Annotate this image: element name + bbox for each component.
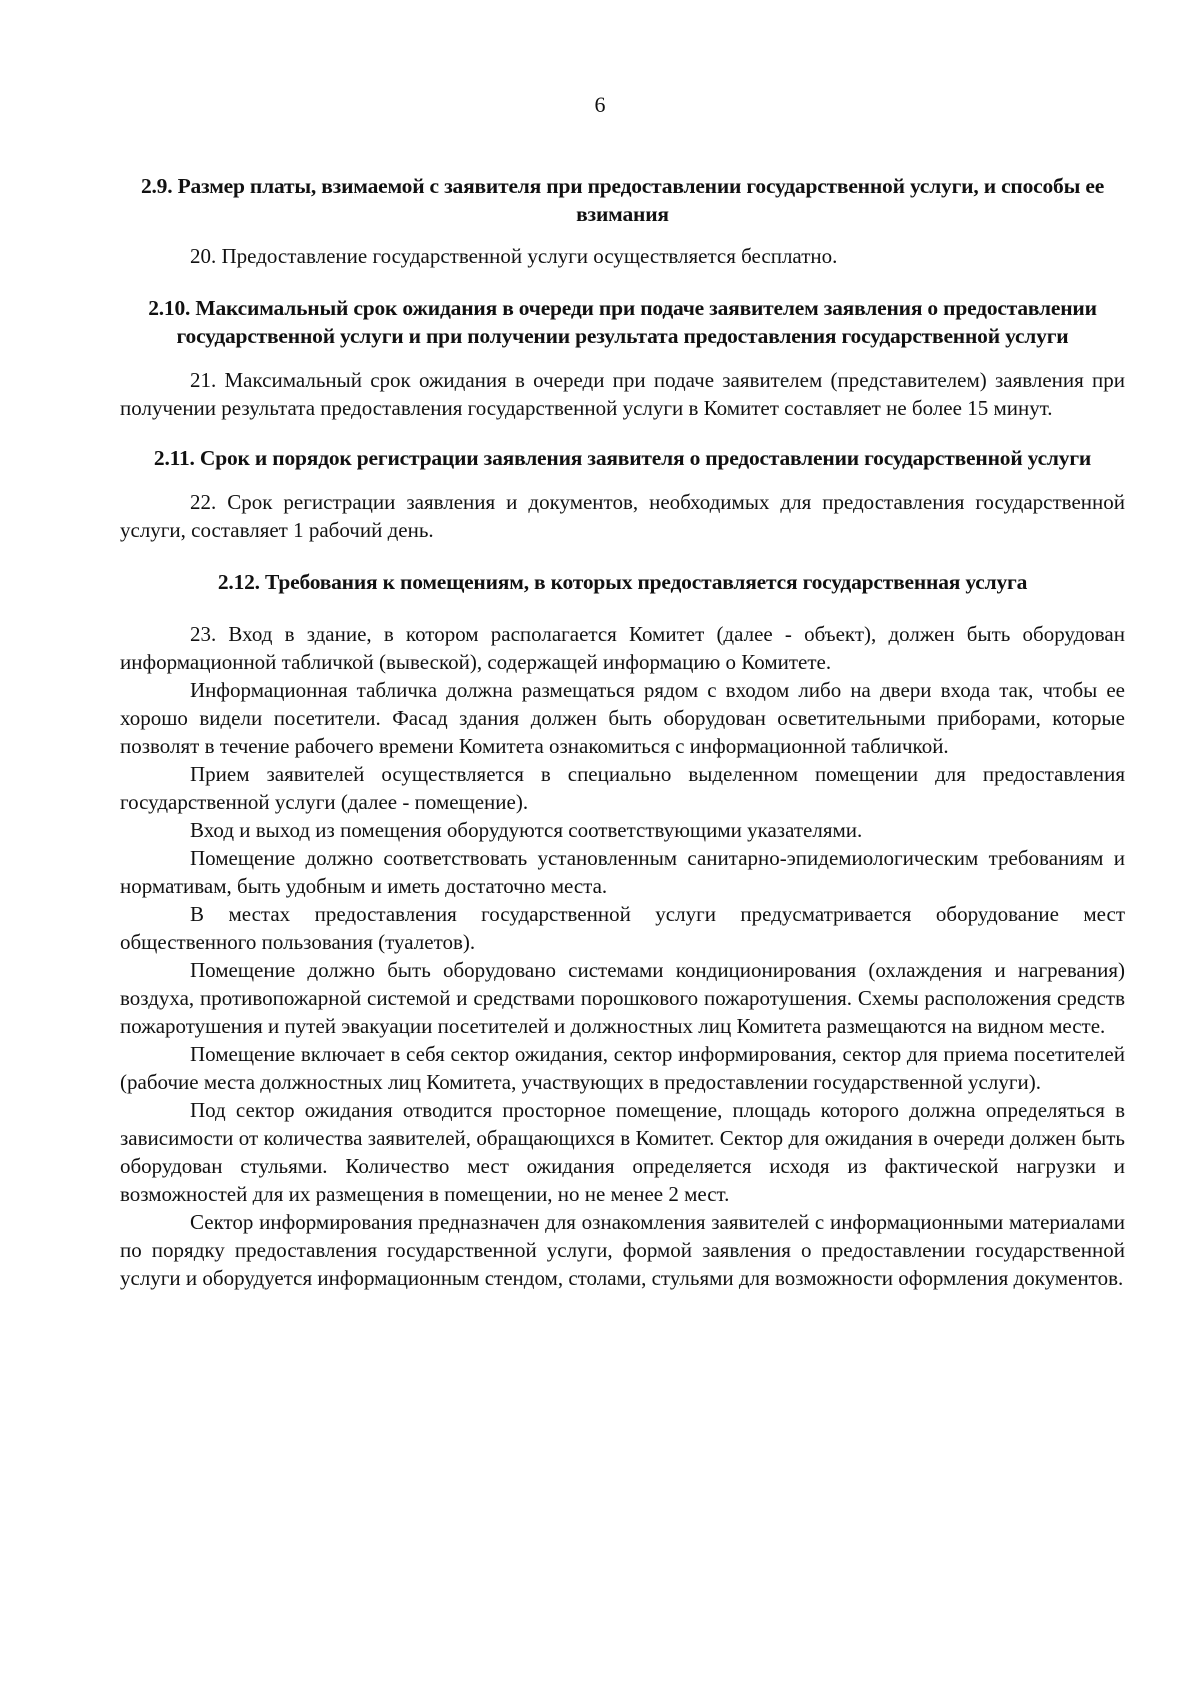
paragraph-waiting-sector: Под сектор ожидания отводится просторное помещение, площадь которого должна определяться в зависимости от количества заявителей, обращающихся в Комитет. Сектор для ожидания в очереди должен быть оборудован стульями. Количество мест ожидания определяется исходя из фактической нагрузки и возможностей для их размещения в помещении, но не менее 2 мест.	[120, 1098, 1125, 1206]
paragraph-20: 20. Предоставление государственной услуги осуществляется бесплатно.	[190, 244, 838, 268]
paragraph-public-facilities: В местах предоставления государственной услуги предусматривается оборудование мест общественного пользования (туалетов).	[120, 902, 1125, 954]
page-number: 6	[594, 92, 606, 117]
section-heading-2-10: 2.10. Максимальный срок ожидания в очереди при подаче заявителем заявления о предоставлении государственной услуги и при получении результата предоставления государственной услуги	[148, 296, 1097, 348]
document-body	[120, 172, 1125, 1292]
section-heading-2-11: 2.11. Срок и порядок регистрации заявления заявителя о предоставлении государственной услуги	[153, 446, 1092, 470]
section-heading-2-9: 2.9. Размер платы, взимаемой с заявителя при предоставлении государственной услуги, и способы ее взимания	[140, 174, 1105, 226]
paragraph-information-sector: Сектор информирования предназначен для ознакомления заявителей с информационными материалами по порядку предоставления государственной услуги, формой заявления о предоставлении государственной услуги и оборудуется информационным стендом, столами, стульями для возможности оформления документов.	[120, 1210, 1125, 1290]
paragraph-sign-placement: Информационная табличка должна размещаться рядом с входом либо на двери входа так, чтобы ее хорошо видели посетители. Фасад здания должен быть оборудован осветительными приборами, которые позволят в течение рабочего времени Комитета ознакомиться с информационной табличкой.	[120, 678, 1125, 758]
paragraph-entrance-exit: Вход и выход из помещения оборудуются соответствующими указателями.	[190, 818, 863, 842]
paragraph-23: 23. Вход в здание, в котором располагается Комитет (далее - объект), должен быть оборудован информационной табличкой (вывеской), содержащей информацию о Комитете.	[120, 622, 1125, 674]
paragraph-room-sectors: Помещение включает в себя сектор ожидания, сектор информирования, сектор для приема посетителей (рабочие места должностных лиц Комитета, участвующих в предоставлении государственной услуги).	[120, 1042, 1125, 1094]
paragraph-reception-room: Прием заявителей осуществляется в специально выделенном помещении для предоставления государственной услуги (далее - помещение).	[120, 762, 1125, 814]
paragraph-ventilation-fire: Помещение должно быть оборудовано системами кондиционирования (охлаждения и нагревания) воздуха, противопожарной системой и средствами порошкового пожаротушения. Схемы расположения средств пожаротушения и путей эвакуации посетителей и должностных лиц Комитета размещаются на видном месте.	[120, 958, 1125, 1038]
paragraph-sanitary-requirements: Помещение должно соответствовать установленным санитарно-эпидемиологическим требованиям и нормативам, быть удобным и иметь достаточно места.	[120, 846, 1125, 898]
section-heading-2-12: 2.12. Требования к помещениям, в которых предоставляется государственная услуга	[217, 570, 1028, 594]
paragraph-22: 22. Срок регистрации заявления и документов, необходимых для предоставления государственной услуги, составляет 1 рабочий день.	[120, 490, 1125, 542]
paragraph-21: 21. Максимальный срок ожидания в очереди при подаче заявителем (представителем) заявления при получении результата предоставления государственной услуги в Комитет составляет не более 15 минут.	[120, 368, 1125, 420]
